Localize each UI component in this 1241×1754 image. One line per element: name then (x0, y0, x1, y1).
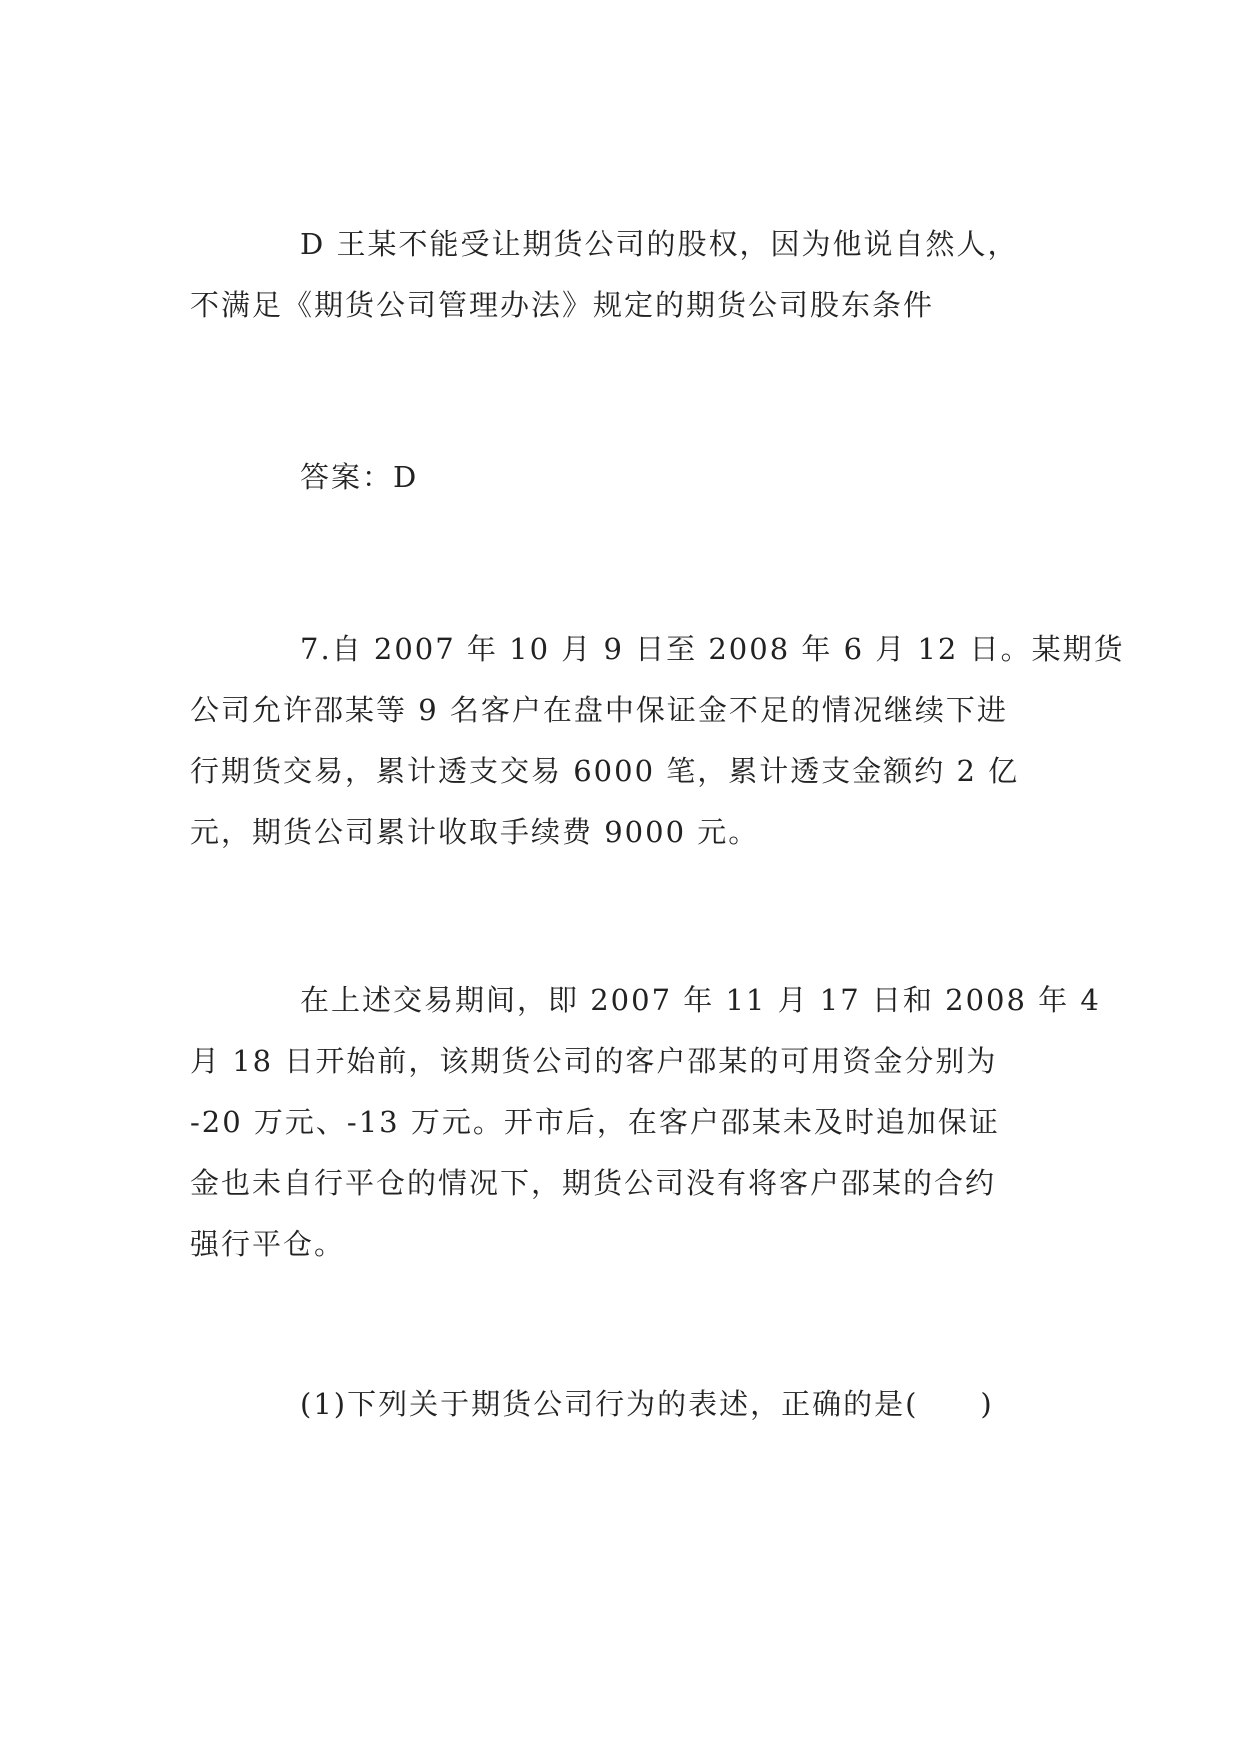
answer-line: 答案：D (300, 460, 419, 494)
text-line: -20 万元、-13 万元。开市后，在客户邵某未及时追加保证 (190, 1105, 1000, 1139)
question-line: (1)下列关于期货公司行为的表述，正确的是( ) (300, 1387, 994, 1421)
text-line: 金也未自行平仓的情况下，期货公司没有将客户邵某的合约 (190, 1166, 997, 1200)
text-line: 元，期货公司累计收取手续费 9000 元。 (190, 815, 760, 849)
text-line: 月 18 日开始前，该期货公司的客户邵某的可用资金分别为 (190, 1044, 998, 1078)
paragraph-question-7 (190, 619, 1125, 863)
text-line: 公司允许邵某等 9 名客户在盘中保证金不足的情况继续下进 (190, 693, 1008, 727)
paragraph-answer (190, 447, 1060, 508)
text-line: 行期货交易，累计透支交易 6000 笔，累计透支金额约 2 亿 (190, 754, 1020, 788)
text-line: 强行平仓。 (190, 1227, 346, 1261)
text-line: D 王某不能受让期货公司的股权，因为他说自然人， (300, 227, 1019, 261)
paragraph-sub-question-1 (190, 1374, 1060, 1435)
text-line: 不满足《期货公司管理办法》规定的期货公司股东条件 (190, 288, 935, 322)
paragraph-trading-period (190, 970, 1101, 1275)
text-line: 在上述交易期间，即 2007 年 11 月 17 日和 2008 年 4 (300, 983, 1101, 1017)
paragraph-option-d (190, 214, 1060, 336)
text-line: 7.自 2007 年 10 月 9 日至 2008 年 6 月 12 日。某期货 (300, 632, 1125, 666)
